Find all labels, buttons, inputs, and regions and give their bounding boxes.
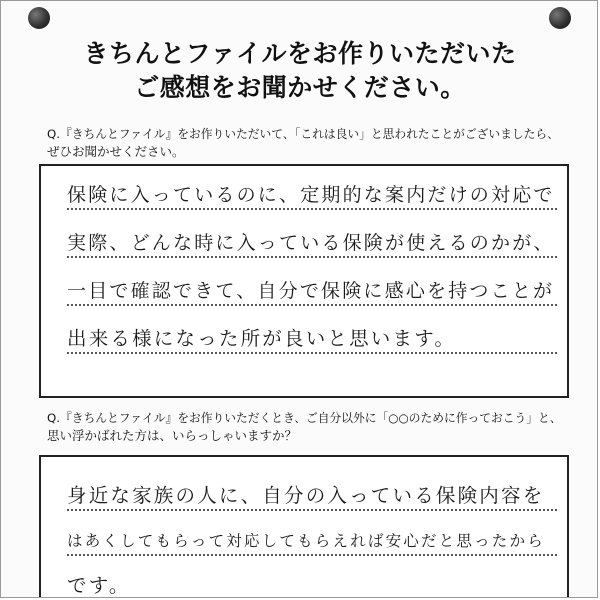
form-title <box>1 37 598 105</box>
question-2-line2: 思い浮かばれた方は、いらっしゃいますか？ <box>47 428 298 443</box>
pushpin-icon <box>28 7 50 29</box>
form-title-line1: きちんとファイルをお作りいただいた <box>83 39 517 68</box>
question-1-line2: ぜひお聞かせください。 <box>47 144 185 159</box>
question-1 <box>47 125 567 161</box>
answer-1-line: 出来る様になった所が良いと思います。 <box>67 326 557 354</box>
question-2 <box>47 409 567 445</box>
question-1-line1: Q.『きちんとファイル』をお作りいただいて、「これは良い」と思われたことがございましたら、 <box>47 127 559 141</box>
answer-1-line: 一目で確認できて、自分で保険に感心を持つことが <box>67 278 557 306</box>
pushpin-icon <box>549 7 571 29</box>
form-title-line2: ご感想をお聞かせください。 <box>134 73 466 102</box>
question-2-line1: Q.『きちんとファイル』をお作りいただくとき、ご自分以外に「○○のために作っておこう」と、 <box>47 411 562 425</box>
answer-2-line: 身近な家族の人に、自分の入っている保険内容を <box>67 483 557 511</box>
answer-box-2 <box>39 455 569 598</box>
answer-1-line: 保険に入っているのに、定期的な案内だけの対応で <box>67 182 557 210</box>
answer-box-1 <box>39 164 569 398</box>
answer-2-line: はあくしてもらって対応してもらえれば安心だと思ったから <box>67 528 557 556</box>
answer-2-line: です。 <box>67 573 557 598</box>
answer-1-line: 実際、どんな時に入っている保険が使えるのかが、 <box>67 230 557 258</box>
